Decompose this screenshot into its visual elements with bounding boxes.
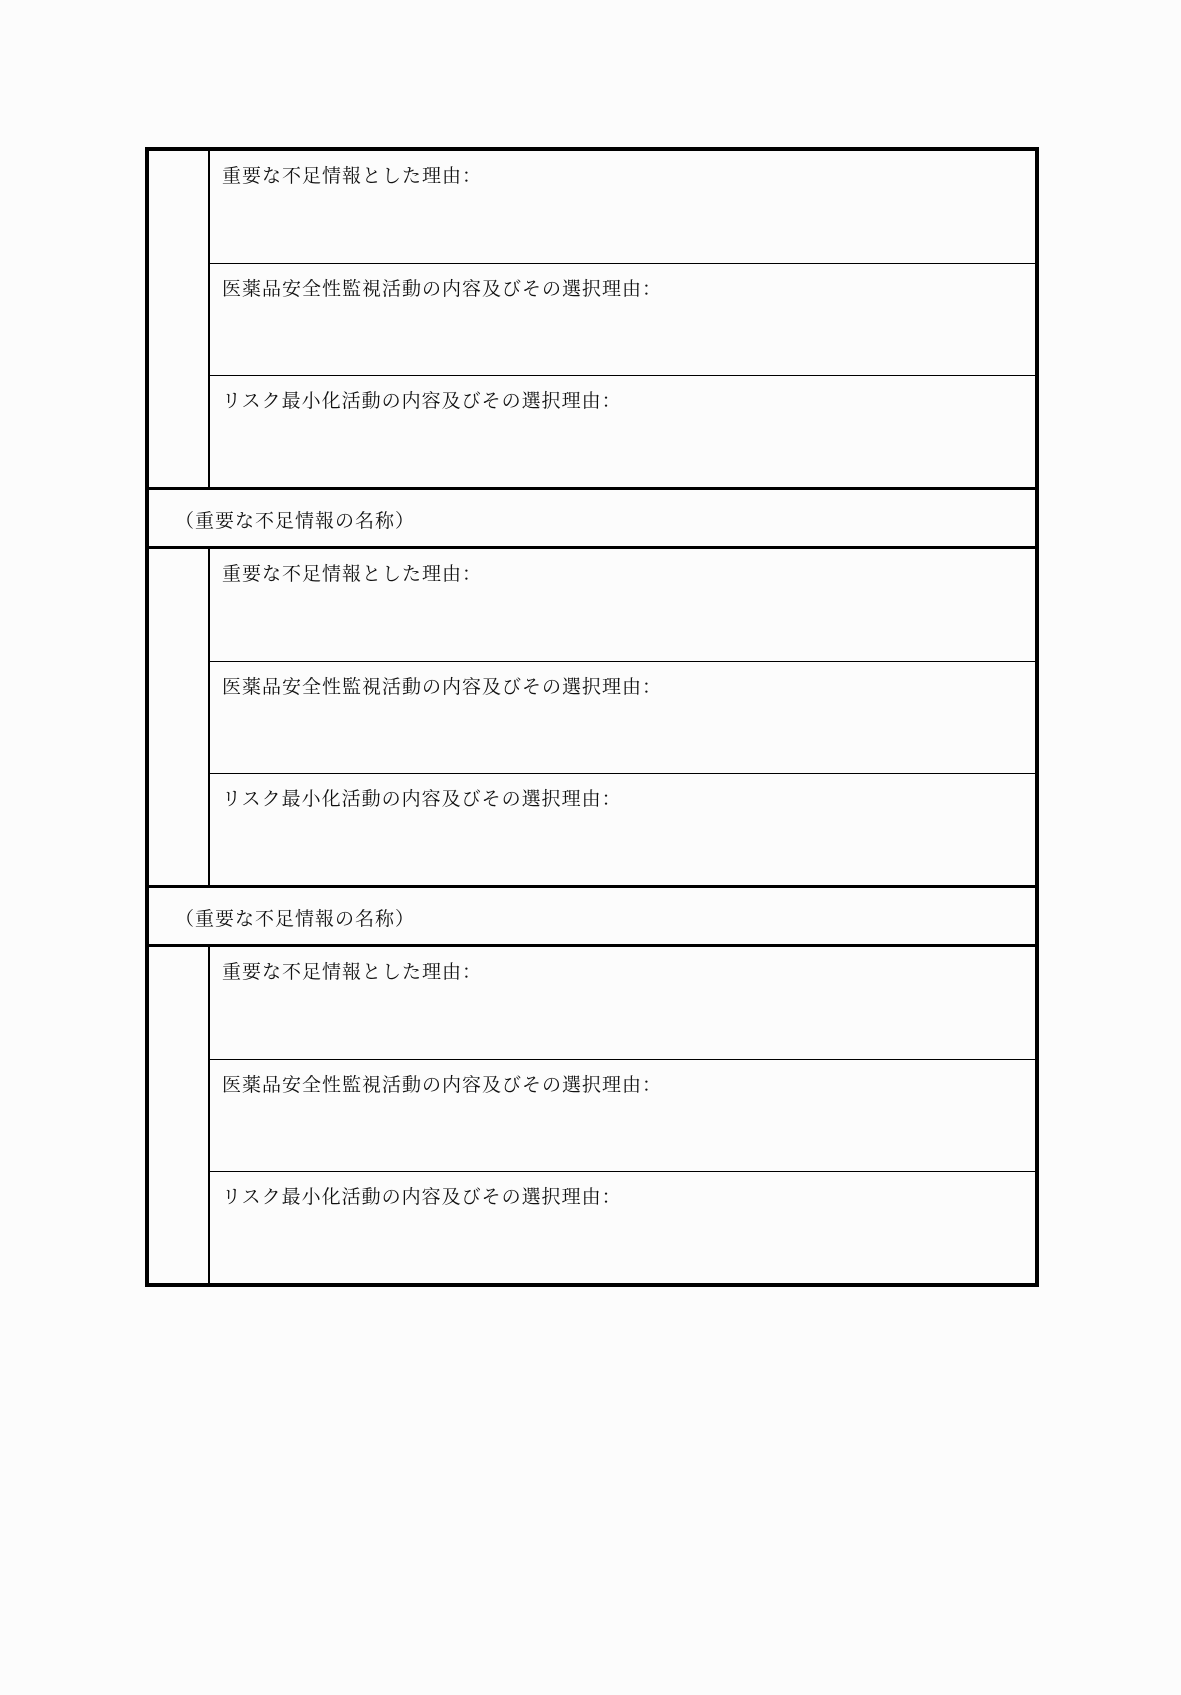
risk-minimization-label: リスク最小化活動の内容及びその選択理由： <box>222 1186 622 1208</box>
reason-label: 重要な不足情報とした理由： <box>222 165 483 187</box>
risk-minimization-label: リスク最小化活動の内容及びその選択理由： <box>222 390 622 412</box>
reason-field[interactable] <box>210 549 1035 661</box>
missing-info-group-2 <box>149 546 1035 885</box>
pharmacovigilance-label: 医薬品安全性監視活動の内容及びその選択理由： <box>222 676 663 698</box>
pharmacovigilance-label: 医薬品安全性監視活動の内容及びその選択理由： <box>222 278 663 300</box>
risk-minimization-field[interactable] <box>210 773 1035 885</box>
reason-label: 重要な不足情報とした理由： <box>222 961 483 983</box>
risk-minimization-label: リスク最小化活動の内容及びその選択理由： <box>222 788 622 810</box>
risk-minimization-field[interactable] <box>210 1171 1035 1283</box>
missing-info-name-field[interactable] <box>149 487 1035 546</box>
group-label-cell <box>149 151 210 487</box>
group-label-cell <box>149 947 210 1283</box>
reason-field[interactable] <box>210 151 1035 263</box>
group-label-cell <box>149 549 210 885</box>
pharmacovigilance-field[interactable] <box>210 1059 1035 1171</box>
missing-info-name-label: （重要な不足情報の名称） <box>175 908 416 930</box>
pharmacovigilance-field[interactable] <box>210 263 1035 375</box>
reason-label: 重要な不足情報とした理由： <box>222 563 483 585</box>
missing-info-name-label: （重要な不足情報の名称） <box>175 510 416 532</box>
missing-information-table <box>145 147 1039 1287</box>
pharmacovigilance-field[interactable] <box>210 661 1035 773</box>
missing-info-group-1 <box>149 151 1035 487</box>
missing-info-name-field[interactable] <box>149 885 1035 944</box>
reason-field[interactable] <box>210 947 1035 1059</box>
missing-info-group-3 <box>149 944 1035 1283</box>
risk-minimization-field[interactable] <box>210 375 1035 487</box>
pharmacovigilance-label: 医薬品安全性監視活動の内容及びその選択理由： <box>222 1074 663 1096</box>
